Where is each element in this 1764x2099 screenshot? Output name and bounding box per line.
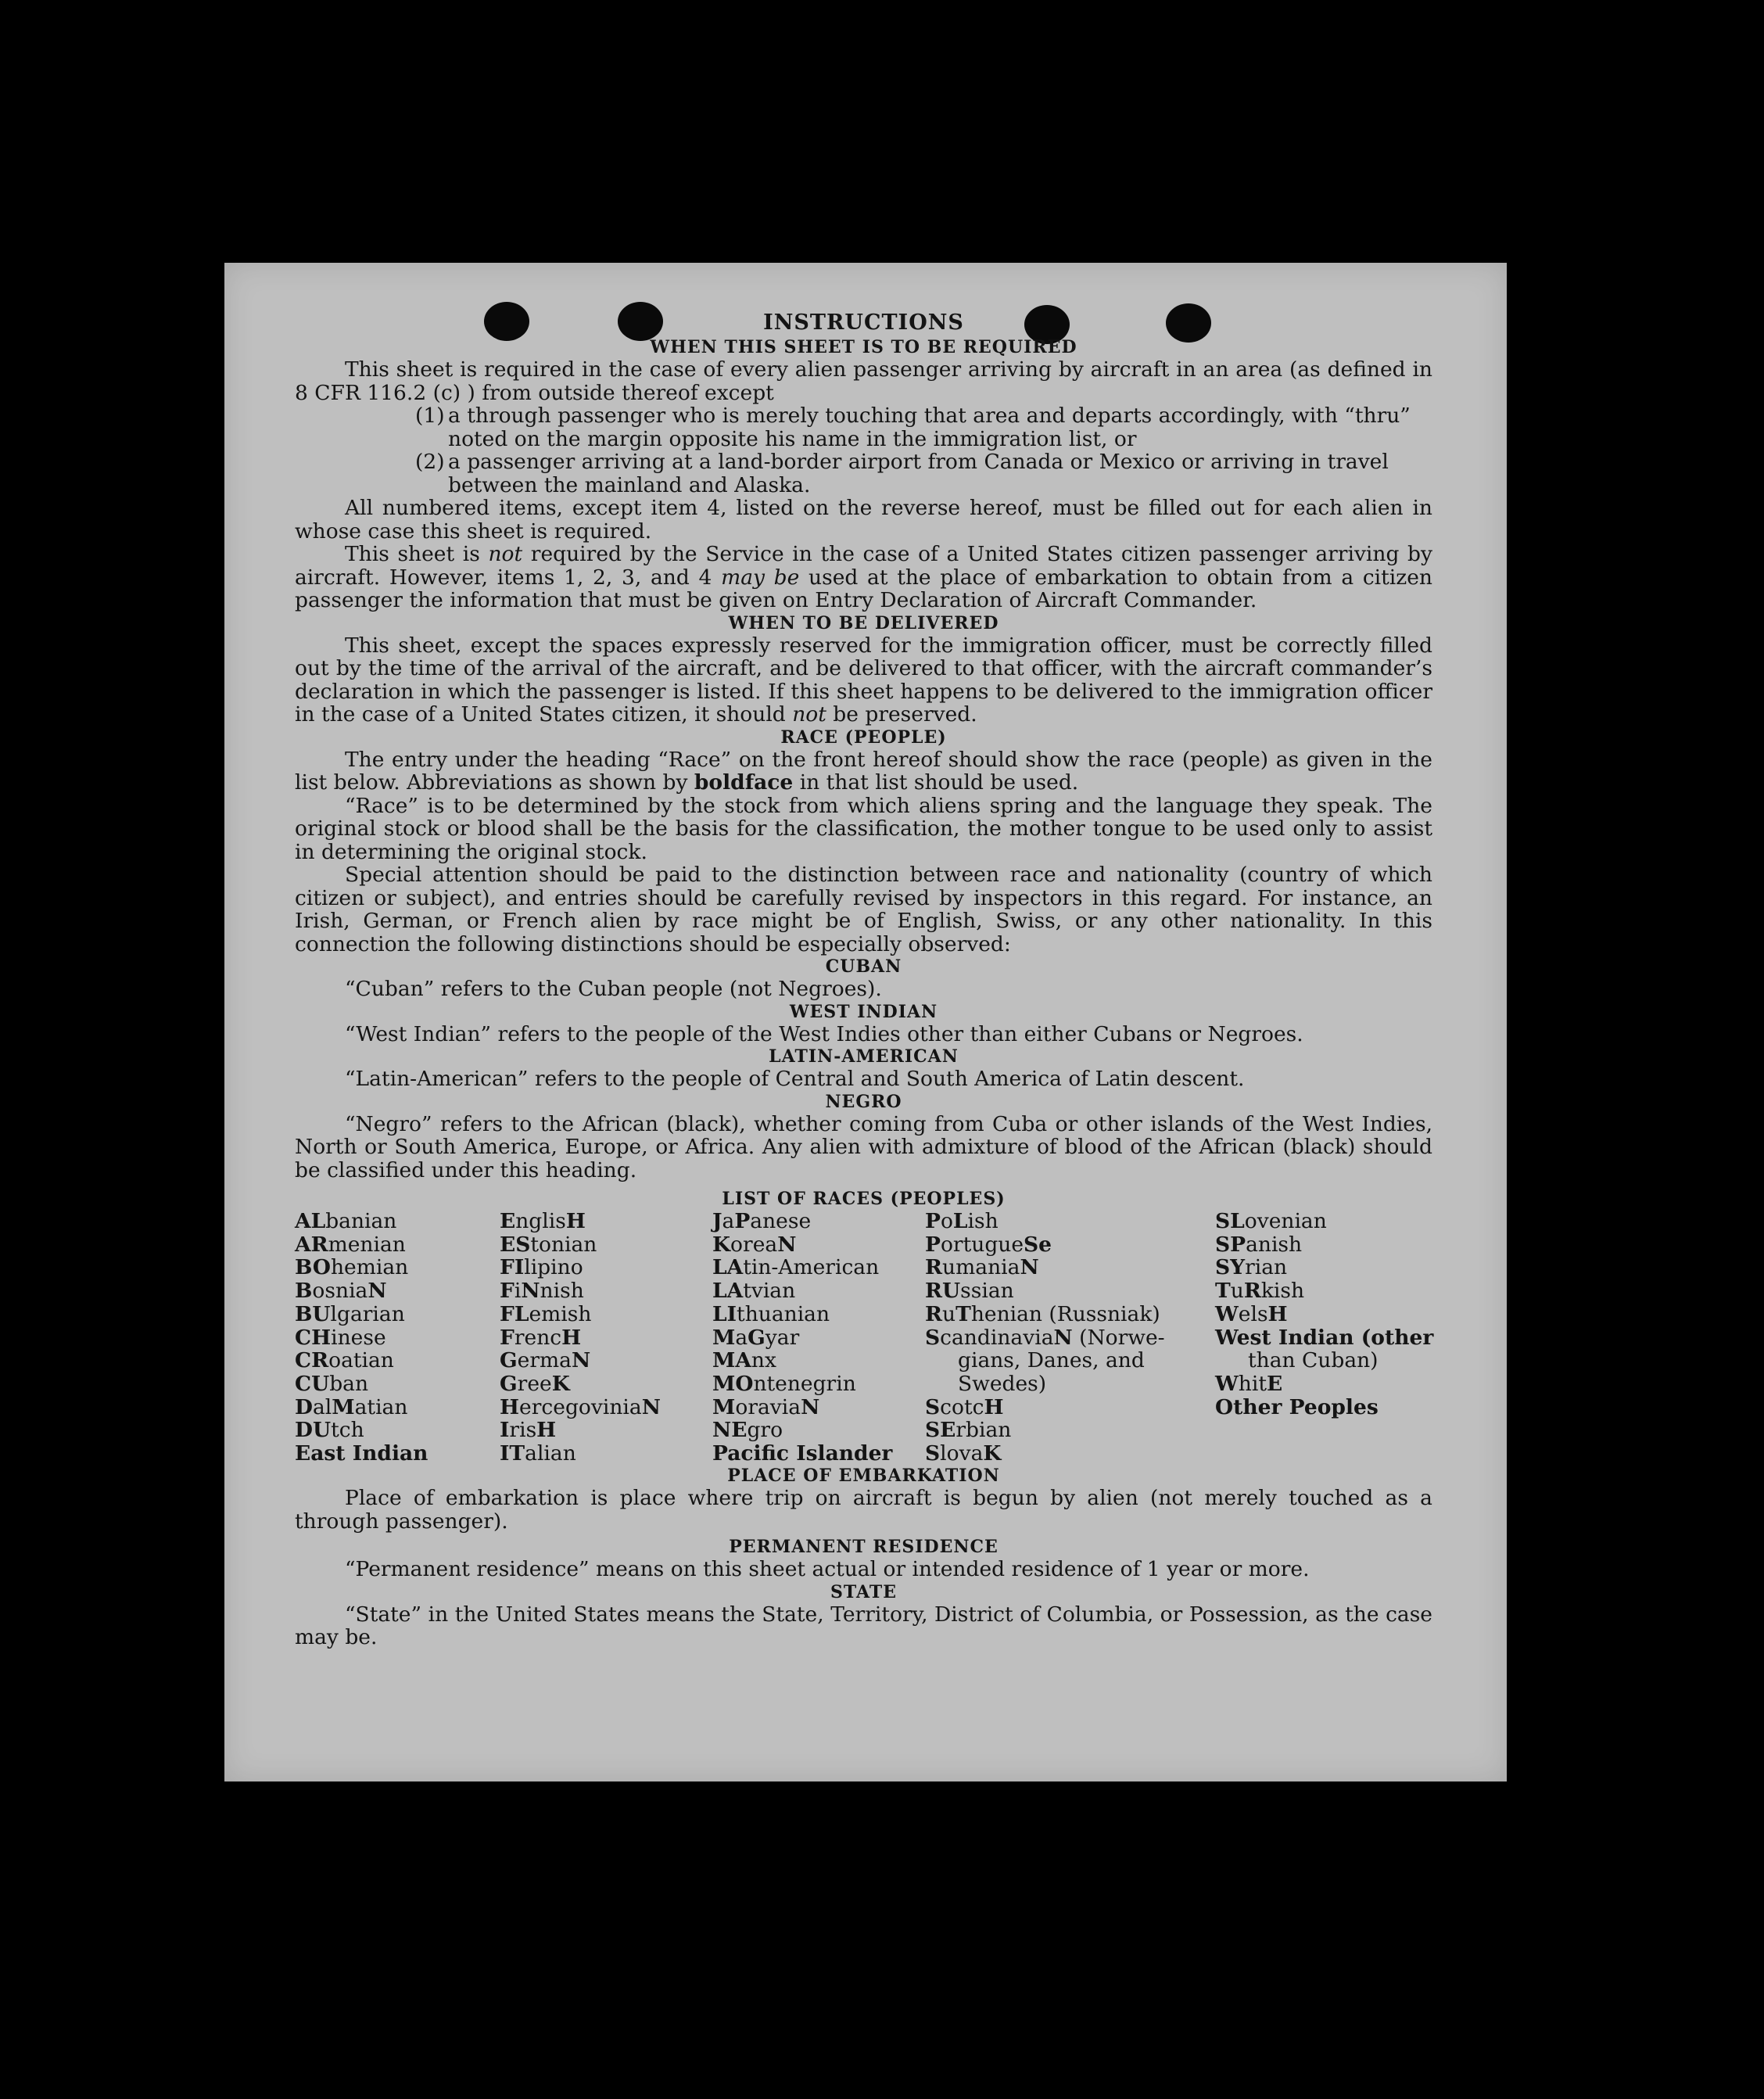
distinction-text-west-indian: “West Indian” refers to the people of the West Indies other than either Cubans or Negroes. [345,1021,1303,1046]
race-entry: SYrian [1215,1255,1288,1280]
section-heading-required: WHEN THIS SHEET IS TO BE REQUIRED [650,337,1077,357]
race-entry: EnglisH [500,1209,586,1233]
section-heading-residence: PERMANENT RESIDENCE [729,1537,999,1557]
race-entry: BosniaN [295,1279,387,1304]
races-column-2 [500,1210,661,1466]
races-column-1 [295,1210,428,1466]
race-entry: EStonian [500,1232,597,1257]
state-paragraph: “State” in the United States means the State, Territory, District of Columbia, or Possession, as the case may be. [295,1602,1432,1649]
document-sheet [224,263,1507,1781]
race-entry: BOhemian [295,1255,409,1280]
races-list [295,1210,1432,1465]
race-entry: CUban [295,1371,369,1396]
race-entry: IrisH [500,1418,557,1443]
race-entry: LAtvian [712,1279,796,1304]
race-entry: KoreaN [712,1232,797,1257]
races-column-3 [712,1210,892,1466]
race-entry: SLovenian [1215,1209,1327,1233]
race-entry: MAnx [712,1348,776,1373]
distinction-heading-latin-american: LATIN-AMERICAN [769,1046,959,1067]
race-entry: RUssian [925,1279,1014,1304]
race-entry: East Indian [295,1441,428,1466]
race-entry: NEgro [712,1418,783,1443]
race-entry: PoLish [925,1209,999,1233]
page-title: INSTRUCTIONS [763,310,964,335]
embarkation-paragraph: Place of embarkation is place where trip on aircraft is begun by alien (not merely touched as a through passenger). [295,1486,1432,1534]
exception-item-2: (2) a passenger arriving at a land-border airport from Canada or Mexico or arriving in travel between the mainland and Alaska. [415,450,1389,497]
race-entry: MOntenegrin [712,1371,856,1396]
residence-paragraph: “Permanent residence” means on this sheet actual or intended residence of 1 year or more. [345,1557,1310,1581]
race-entry: ScotcH [925,1394,1004,1419]
race-entry: ALbanian [295,1209,397,1233]
race-entry: FiNnish [500,1279,584,1304]
races-list-heading: LIST OF RACES (PEOPLES) [722,1189,1006,1209]
race-entry: Swedes) [958,1371,1047,1396]
race-entry: RuThenian (Russniak) [925,1301,1160,1326]
race-entry: West Indian (other [1215,1325,1434,1350]
race-entry: WhitE [1215,1371,1283,1396]
citizen-paragraph: This sheet is not required by the Service in the case of a United States citizen passenger arriving by aircraft. However, items 1, 2, 3, and 4 may be used at the place of embarkation to obtain from a citizen passenger the information that must be given on Entry Declaration of Aircraft Commander. [295,542,1432,612]
race-entry: ARmenian [295,1232,406,1257]
race-entry: MaGyar [712,1325,800,1350]
race-entry: LAtin-American [712,1255,880,1280]
race-entry: SErbian [925,1418,1012,1443]
race-entry: GermaN [500,1348,591,1373]
race-entry: ITalian [500,1441,576,1466]
distinction-heading-west-indian: WEST INDIAN [789,1001,938,1022]
race-paragraph-2: “Race” is to be determined by the stock from which aliens spring and the language they speak. The original stock or blood shall be the basis for the classification, the mother tongue to be used only to assist in determining the original stock. [295,793,1432,864]
race-paragraph-1: The entry under the heading “Race” on the front hereof should show the race (people) as given in the list below. Abbreviations as shown by boldface in that list should be used. [295,747,1432,795]
section-heading-state: STATE [830,1581,898,1602]
intro-paragraph: This sheet is required in the case of every alien passenger arriving by aircraft in an area (as defined in 8 CFR 116.2 (c) ) from outside thereof except [295,357,1432,405]
race-entry: FIlipino [500,1255,583,1280]
race-entry: FrencH [500,1325,582,1350]
race-entry: SPanish [1215,1232,1303,1257]
race-entry: DalMatian [295,1394,408,1419]
race-entry: BUlgarian [295,1301,405,1326]
race-entry: Pacific Islander [712,1441,893,1466]
exception-item-1: (1) a through passenger who is merely touching that area and departs accordingly, with “thru” noted on the margin opposite his name in the immigration list, or [415,404,1411,451]
races-column-5 [1215,1210,1433,1419]
race-entry: SlovaK [925,1441,1002,1466]
race-entry: than Cuban) [1248,1348,1379,1373]
race-entry: LIthuanian [712,1301,830,1326]
delivery-paragraph: This sheet, except the spaces expressly reserved for the immigration officer, must be correctly filled out by the time of the arrival of the aircraft, and be delivered to that officer, with the aircraft commander’s declaration in which the passenger is listed. If this sheet happens to be delivered to the immigration officer in the case of a United States citizen, it should not be preserved. [295,633,1432,727]
races-column-4 [925,1210,1165,1466]
instructions-content [295,311,1432,1649]
race-entry: RumaniaN [925,1255,1039,1280]
section-heading-race: RACE (PEOPLE) [780,727,947,748]
race-entry: GreeK [500,1371,570,1396]
section-heading-embarkation: PLACE OF EMBARKATION [727,1466,1000,1486]
race-entry: FLemish [500,1301,592,1326]
race-entry: Other Peoples [1215,1394,1379,1419]
race-entry: gians, Danes, and [958,1348,1145,1373]
distinction-heading-negro: NEGRO [825,1091,902,1112]
race-paragraph-3: Special attention should be paid to the distinction between race and nationality (country of which citizen or subject), and entries should be carefully revised by inspectors in this regard. For instance, an Irish, German, or French alien by race might be of English, Swiss, or any other nationality. In this connection the following distinctions should be especially observed: [295,863,1432,956]
section-heading-delivered: WHEN TO BE DELIVERED [728,612,999,633]
race-entry: ScandinaviaN (Norwe- [925,1325,1165,1350]
distinction-text-negro: “Negro” refers to the African (black), whether coming from Cuba or other islands of the West Indies, North or South America, Europe, or Africa. Any alien with admixture of blood of the African (black) should be classified under this heading. [295,1111,1432,1182]
race-entry: MoraviaN [712,1394,820,1419]
race-entry: DUtch [295,1418,364,1443]
race-entry: CHinese [295,1325,386,1350]
race-entry: CRoatian [295,1348,394,1373]
distinction-heading-cuban: CUBAN [825,956,902,977]
race-entry: JaPanese [712,1209,812,1233]
numbered-items-paragraph: All numbered items, except item 4, listed on the reverse hereof, must be filled out for each alien in whose case this sheet is required. [295,496,1432,544]
race-entry: TuRkish [1215,1279,1305,1304]
distinction-text-latin-american: “Latin-American” refers to the people of Central and South America of Latin descent. [345,1067,1245,1091]
distinction-text-cuban: “Cuban” refers to the Cuban people (not Negroes). [345,977,882,1001]
race-entry: PortugueSe [925,1232,1052,1257]
race-entry: HercegoviniaN [500,1394,661,1419]
race-entry: WelsH [1215,1301,1288,1326]
